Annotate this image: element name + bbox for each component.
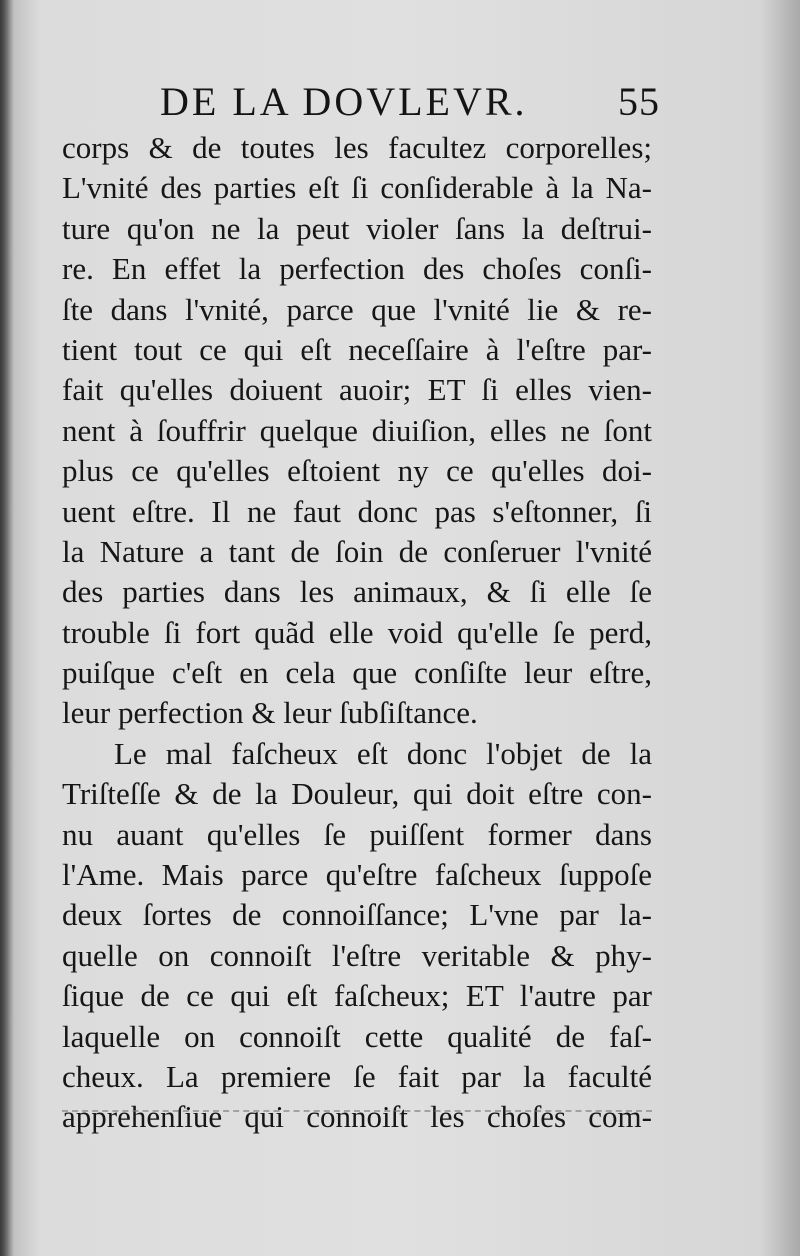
text-line: tient tout ce qui eſt neceſſaire à l'eſtre par-: [62, 331, 652, 367]
text-line: leur perfection & leur ſubſiſtance.: [62, 695, 478, 731]
text-line: l'Ame. Mais parce qu'eſtre faſcheux ſuppoſe: [62, 857, 652, 893]
text-line: apprehenſiue qui connoiſt les choſes com-: [62, 1099, 652, 1135]
text-line: uent eſtre. Il ne faut donc pas s'eſtonner, ſi: [62, 493, 652, 529]
text-line: ſte dans l'vnité, parce que l'vnité lie & re-: [62, 291, 652, 327]
text-line: trouble ſi fort quãd elle void qu'elle ſe perd,: [62, 614, 652, 650]
text-line: quelle on connoiſt l'eſtre veritable & phy-: [62, 937, 652, 973]
spine-shadow: [0, 0, 14, 1256]
text-line: laquelle on connoiſt cette qualité de faſ-: [62, 1018, 652, 1054]
text-line: plus ce qu'elles eſtoient ny ce qu'elles doi-: [62, 453, 652, 489]
text-line: nu auant qu'elles ſe puiſſent former dans: [62, 816, 652, 852]
text-line: des parties dans les animaux, & ſi elle ſe: [62, 574, 652, 610]
text-line: Triſteſſe & de la Douleur, qui doit eſtre con-: [62, 776, 652, 812]
running-title: DE LA DOVLEVR.: [160, 79, 528, 124]
text-line: la Nature a tant de ſoin de conſeruer l'vnité: [62, 533, 652, 569]
text-line: ture qu'on ne la peut violer ſans la deſtrui-: [62, 210, 652, 246]
page-header: [160, 78, 660, 125]
text-line: L'vnité des parties eſt ſi conſiderable à la Na-: [62, 170, 652, 206]
text-line: Le mal faſcheux eſt donc l'objet de la: [114, 735, 652, 771]
page-number: 55: [618, 79, 660, 124]
bleed-through-rule: [62, 1106, 652, 1112]
body-text: [62, 128, 652, 1138]
text-line: ſique de ce qui eſt faſcheux; ET l'autre par: [62, 978, 652, 1014]
text-line: cheux. La premiere ſe fait par la faculté: [62, 1058, 652, 1094]
text-line: re. En effet la perfection des choſes conſi-: [62, 251, 652, 287]
text-line: fait qu'elles doiuent auoir; ET ſi elles vien-: [62, 372, 652, 408]
text-line: deux ſortes de connoiſſance; L'vne par la-: [62, 897, 652, 933]
text-line: puiſque c'eſt en cela que conſiſte leur eſtre,: [62, 655, 652, 691]
text-line: corps & de toutes les facultez corporelles;: [62, 130, 652, 165]
text-line: nent à ſouffrir quelque diuiſion, elles ne ſont: [62, 412, 652, 448]
